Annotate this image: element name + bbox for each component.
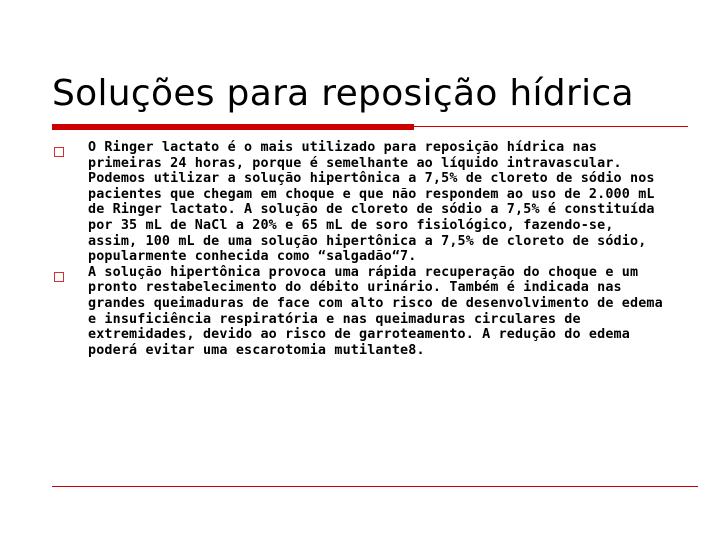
- hollow-square-bullet-icon: [54, 272, 64, 282]
- list-item: [54, 265, 670, 359]
- list-item: [54, 140, 670, 265]
- slide-title: Soluções para reposição hídrica: [52, 73, 634, 114]
- bullet-text: A solução hipertônica provoca uma rápida recuperação do choque e um pronto restabelecimento do débito urinário. Também é indicada nas grandes queimaduras de face com alto risco de desenvolvimento de edema e insuficiência respiratória e nas queimaduras circulares de extremidades, devido ao risco de garroteamento. A redução do edema poderá evitar uma escarotomia mutilante8.: [88, 264, 663, 358]
- bullet-text: O Ringer lactato é o mais utilizado para reposição hídrica nas primeiras 24 horas, porque é semelhante ao líquido intravascular. Podemos utilizar a solução hipertônica a 7,5% de cloreto de sódio nos pacientes que chegam em choque e que não respondem ao uso de 2.000 mL de Ringer lactato. A solução de cloreto de sódio a 7,5% é constituída por 35 mL de NaCl a 20% e 65 mL de soro fisiológico, fazendo-se, assim, 100 mL de uma solução hipertônica a 7,5% de cloreto de sódio, popularmente conhecida como “salgadão“7.: [88, 140, 655, 265]
- bullet-list: [54, 140, 670, 358]
- hollow-square-bullet-icon: [54, 147, 64, 157]
- footer-divider-line: [52, 486, 698, 487]
- title-divider-accent: [52, 124, 414, 130]
